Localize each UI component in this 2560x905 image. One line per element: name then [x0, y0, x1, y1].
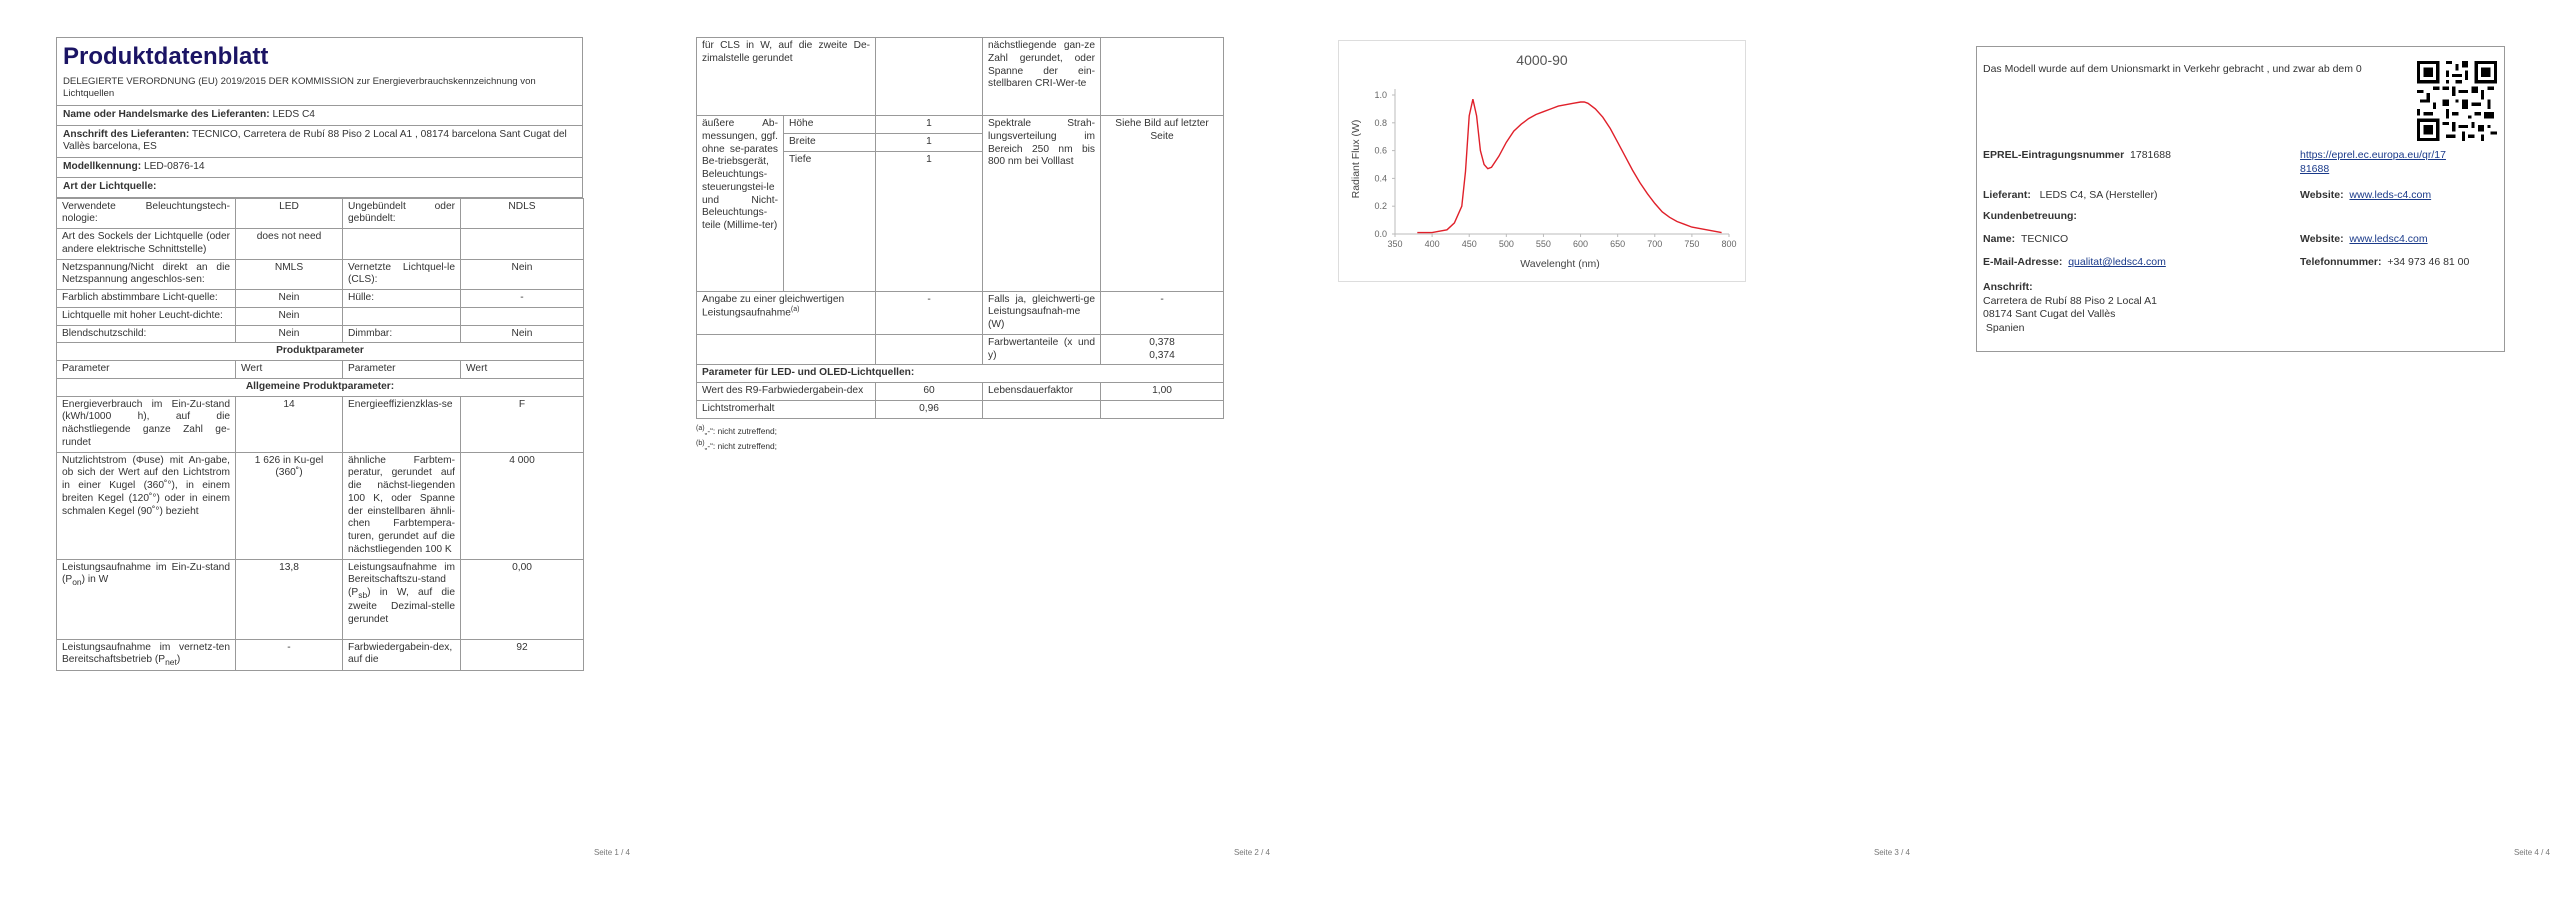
x-axis-label: Wavelenght (nm) — [1520, 258, 1600, 270]
antiglare-label: Blendschutzschild: — [57, 325, 236, 343]
supplier-info-box — [1976, 46, 2505, 352]
standby-label: Leistungsaufnahme im Bereitschaftszu-stand $(P_{sb})$ in W, auf die zweite Dezimal-stelle gerundet — [343, 559, 461, 639]
energy-on-label: Energieverbrauch im Ein-Zu-stand (kWh/1000 h), auf die nächstliegende ganze Zahl ge-rundet — [57, 396, 236, 452]
chart-axes — [1374, 89, 1736, 249]
x-tick-label: 500 — [1498, 239, 1514, 249]
eprel-value: 1781688 — [2130, 149, 2171, 161]
power-on-value: 13,8 — [236, 559, 343, 639]
address-label: Anschrift: — [1983, 281, 2033, 293]
undirected-value: NDLS — [461, 198, 584, 229]
lumen-maintenance-label: Lichtstromerhalt — [697, 400, 876, 418]
r9-value: 60 — [876, 383, 983, 401]
x-tick-label: 600 — [1573, 239, 1589, 249]
y-tick-label: 0.4 — [1374, 173, 1387, 184]
colour-tunable-label: Farblich abstimmbare Licht-quelle: — [57, 290, 236, 308]
survival-label: Lebensdauerfaktor — [983, 383, 1101, 401]
general-params-heading: Allgemeine Produktparameter: — [57, 378, 584, 396]
supplier-name-row — [56, 106, 583, 126]
service-label: Kundenbetreuung: — [1983, 210, 2077, 222]
light-source-type-heading: Art der Lichtquelle: — [56, 178, 583, 198]
website-link[interactable]: www.leds-c4.com — [2349, 189, 2432, 201]
model-value: LED-0876-14 — [143, 161, 205, 173]
page-title: Produktdatenblatt — [63, 43, 269, 70]
spectral-chart-svg — [1339, 41, 1745, 281]
connected-value: Nein — [461, 259, 584, 290]
x-tick-label: 400 — [1424, 239, 1440, 249]
energy-on-value: 14 — [236, 396, 343, 452]
antiglare-value: Nein — [236, 325, 343, 343]
depth-label: Tiefe — [784, 151, 876, 291]
cap-label: Art des Sockels der Lichtquelle (oder andere elektrische Schnittstelle) — [57, 229, 236, 260]
phone-row: Telefonnummer: +34 973 46 81 00 — [2300, 256, 2470, 268]
connected-label: Vernetzte Lichtquel-le (CLS): — [343, 259, 461, 290]
datasheet-page-1 — [56, 37, 583, 671]
dimmable-label: Dimmbar: — [343, 325, 461, 343]
x-tick-label: 450 — [1461, 239, 1477, 249]
x-tick-label: 650 — [1610, 239, 1626, 249]
cct-label: ähnliche Farbtem-peratur, gerundet auf die nächst-liegenden 100 K, oder Spanne der einstellbaren ähnli-chen Farbtempera-turen, gerundet auf die nächstliegenden 100 K — [343, 452, 461, 559]
equivalent-power-flag: - — [876, 291, 983, 334]
footnote-b: $^{(b)}$„-“: nicht zutreffend; — [696, 439, 778, 451]
flux-value: 1 626 in Ku-gel (360˚) — [236, 452, 343, 559]
address-line-3: Spanien — [1983, 321, 2025, 334]
y-tick-label: 0.6 — [1374, 145, 1387, 156]
networked-standby-value: - — [236, 639, 343, 670]
power-on-label: Leistungsaufnahme im Ein-Zu-stand $(P_{on})$ in W — [57, 559, 236, 639]
lumen-maintenance-value: 0,96 — [876, 400, 983, 418]
address-line-1: Carretera de Rubí 88 Piso 2 Local A1 — [1983, 294, 2157, 307]
model-row — [56, 158, 583, 178]
x-tick-label: 750 — [1684, 239, 1700, 249]
chart-title: 4000-90 — [1516, 52, 1568, 68]
mains-label: Netzspannung/Nicht direkt an die Netzspannung angeschlos-sen: — [57, 259, 236, 290]
footnotes — [696, 423, 1223, 453]
height-value: 1 — [876, 116, 983, 134]
page-number: Seite 1 / 4 — [593, 848, 630, 857]
y-tick-label: 0.8 — [1374, 117, 1387, 128]
address-block — [1983, 281, 2157, 336]
y-tick-label: 0.0 — [1374, 229, 1387, 239]
r9-label: Wert des R9-Farbwiedergabein-dex — [697, 383, 876, 401]
y-tick-label: 0.2 — [1374, 201, 1387, 212]
width-label: Breite — [784, 133, 876, 151]
page-2 — [640, 0, 1280, 905]
width-value: 1 — [876, 133, 983, 151]
col-value-1: Wert — [236, 361, 343, 379]
supplier-name-label: Name oder Handelsmarke des Lieferanten: — [63, 108, 270, 120]
y-axis-label: Radiant Flux (W) — [1350, 119, 1362, 199]
cls-continuation: für CLS in W, auf die zweite De-zimalstelle gerundet — [697, 38, 876, 116]
supplier-address-value: TECNICO, Carretera de Rubí 88 Piso 2 Local A1 , 08174 barcelona Sant Cugat del Vallès barcelona, ES — [63, 128, 567, 153]
name-row: Name: TECNICO — [1983, 233, 2069, 245]
eprel-link[interactable]: https://eprel.ec.europa.eu/qr/1781688 — [2300, 149, 2446, 175]
light-source-table — [56, 198, 584, 671]
equivalent-power-w-value: - — [1101, 291, 1224, 334]
envelope-label: Hülle: — [343, 290, 461, 308]
page-number: Seite 3 / 4 — [1873, 848, 1910, 857]
address-line-2: 08174 Sant Cugat del Vallès — [1983, 308, 2116, 321]
header-box — [56, 37, 583, 106]
website-row: Website: www.leds-c4.com — [2300, 189, 2432, 201]
x-tick-label: 700 — [1647, 239, 1663, 249]
website2-link[interactable]: www.ledsc4.com — [2349, 233, 2428, 245]
survival-value: 1,00 — [1101, 383, 1224, 401]
page2-table — [696, 37, 1224, 419]
qr-code-icon — [2417, 61, 2497, 141]
spectrum-series-line — [1417, 99, 1721, 232]
eprel-label: EPREL-Eintragungsnummer 1781688 — [1983, 149, 2171, 161]
spectral-chart — [1338, 40, 1746, 282]
x-tick-label: 550 — [1535, 239, 1551, 249]
lighting-tech-value: LED — [236, 198, 343, 229]
x-tick-label: 350 — [1387, 239, 1403, 249]
cri-label: Farbwiedergabein-dex, auf die — [343, 639, 461, 670]
mains-value: NMLS — [236, 259, 343, 290]
envelope-value: - — [461, 290, 584, 308]
product-params-heading: Produktparameter — [57, 343, 584, 361]
high-luminance-value: Nein — [236, 307, 343, 325]
chromaticity-values: 0,378 0,374 — [1101, 334, 1224, 365]
page-number: Seite 4 / 4 — [2513, 848, 2550, 857]
colour-tunable-value: Nein — [236, 290, 343, 308]
footnote-a: $^{(a)}$„-“: nicht zutreffend; — [696, 424, 778, 436]
website2-row: Website: www.ledsc4.com — [2300, 233, 2428, 245]
energy-class-label: Energieeffizienzklas-se — [343, 396, 461, 452]
undirected-label: Ungebündelt oder gebündelt: — [343, 198, 461, 229]
cri-continuation: nächstliegende gan-ze Zahl gerundet, oder Spanne der ein-stellbaren CRI-Wer-te — [983, 38, 1101, 116]
energy-class-value: F — [461, 396, 584, 452]
page-3 — [1280, 0, 1920, 905]
email-link[interactable]: qualitat@ledsc4.com — [2068, 256, 2166, 268]
supplier-row: Lieferant: LEDS C4, SA (Hersteller) — [1983, 189, 2158, 201]
page-4 — [1920, 0, 2560, 905]
spectral-value: Siehe Bild auf letzter Seite — [1101, 116, 1224, 292]
networked-standby-label: Leistungsaufnahme im vernetz-ten Bereitschaftsbetrieb $(P_{net})$ — [57, 639, 236, 670]
market-text: Das Modell wurde auf dem Unionsmarkt in Verkehr gebracht , und zwar ab dem 0 — [1983, 63, 2362, 75]
email-row: E-Mail-Adresse: qualitat@ledsc4.com — [1983, 256, 2166, 268]
high-luminance-label: Lichtquelle mit hoher Leucht-dichte: — [57, 307, 236, 325]
supplier-address-row — [56, 126, 583, 159]
chromaticity-label: Farbwertanteile (x und y) — [983, 334, 1101, 365]
spectral-label: Spektrale Strah-lungsverteilung im Bereich 250 nm bis 800 nm bei Volllast — [983, 116, 1101, 292]
model-label: Modellkennung: — [63, 161, 142, 173]
cap-value: does not need — [236, 229, 343, 260]
supplier-address-label: Anschrift des Lieferanten: — [63, 128, 190, 140]
col-param-2: Parameter — [343, 361, 461, 379]
equivalent-power-w-label: Falls ja, gleichwerti-ge Leistungsaufnah-me (W) — [983, 291, 1101, 334]
regulation-subtitle: DELEGIERTE VERORDNUNG (EU) 2019/2015 DER KOMMISSION zur Energieverbrauchskennzeichnung von Lichtquellen — [63, 76, 536, 100]
col-param-1: Parameter — [57, 361, 236, 379]
height-label: Höhe — [784, 116, 876, 134]
flux-label: Nutzlichtstrom (Φuse) mit An-gabe, ob sich der Wert auf den Lichtstrom in einer Kugel (360˚°), in einem breiten Kegel (120˚°) oder in einem schmalen Kegel (90˚°) bezieht — [57, 452, 236, 559]
y-tick-label: 1.0 — [1374, 90, 1387, 100]
lighting-tech-label: Verwendete Beleuchtungstech-nologie: — [57, 198, 236, 229]
page-number: Seite 2 / 4 — [1233, 848, 1270, 857]
dimmable-value: Nein — [461, 325, 584, 343]
supplier-name-value: LEDS C4 — [272, 108, 315, 120]
standby-value: 0,00 — [461, 559, 584, 639]
datasheet-page-2 — [696, 37, 1223, 453]
dimensions-label: äußere Ab-messungen, ggf. ohne se-parates Be-triebsgerät, Beleuchtungs-steuerungstei-le und Nicht-Beleuchtungs-teile (Millime-ter) — [697, 116, 784, 292]
equivalent-power-label: Angabe zu einer gleichwertigen Leistungsaufnahme$^{(a)}$ — [697, 291, 876, 334]
cct-value: 4 000 — [461, 452, 584, 559]
depth-value: 1 — [876, 151, 983, 291]
led-params-heading: Parameter für LED- und OLED-Lichtquellen: — [697, 365, 1224, 383]
x-tick-label: 800 — [1721, 239, 1737, 249]
page-1 — [0, 0, 640, 905]
cri-value: 92 — [461, 639, 584, 670]
col-value-2: Wert — [461, 361, 584, 379]
